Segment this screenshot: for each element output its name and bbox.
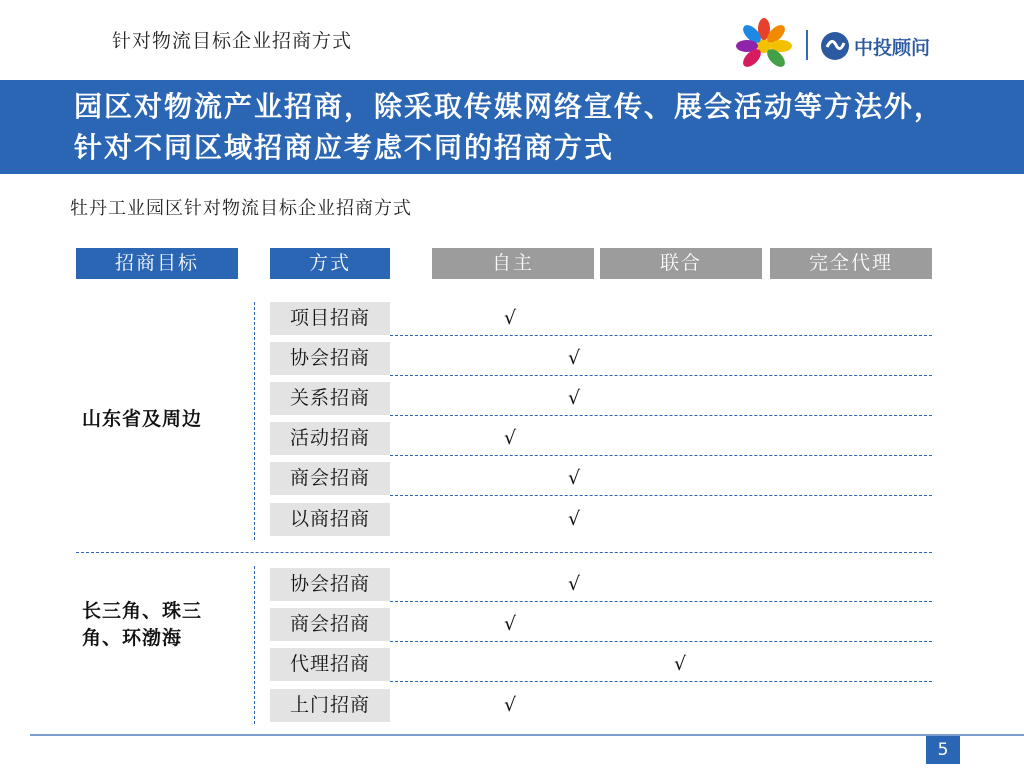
header-joint: 联合 [600, 248, 762, 279]
check-mark: √ [568, 387, 581, 409]
header-self: 自主 [432, 248, 594, 279]
method-cell: 商会招商 [270, 608, 390, 641]
check-mark: √ [504, 694, 517, 716]
flower-logo-icon [734, 16, 794, 76]
group-separator [76, 552, 932, 553]
table-subtitle: 牡丹工业园区针对物流目标企业招商方式 [70, 198, 412, 219]
check-mark: √ [504, 307, 517, 329]
method-cell: 项目招商 [270, 302, 390, 335]
group-divider-vertical [254, 566, 255, 724]
check-mark: √ [504, 427, 517, 449]
header-method: 方式 [270, 248, 390, 279]
footer-line [30, 734, 1024, 736]
method-cell: 以商招商 [270, 503, 390, 536]
region-label: 长三角、珠三角、环渤海 [82, 600, 203, 649]
row-line [390, 495, 932, 496]
check-mark: √ [568, 347, 581, 369]
region-label: 山东省及周边 [82, 408, 203, 430]
group-divider-vertical [254, 302, 255, 540]
brand-logo [820, 30, 930, 62]
row-line [390, 601, 932, 602]
header-target: 招商目标 [76, 248, 238, 279]
logo-divider [806, 30, 808, 60]
row-line [390, 335, 932, 336]
method-cell: 商会招商 [270, 462, 390, 495]
top-title: 针对物流目标企业招商方式 [112, 30, 353, 52]
method-cell: 关系招商 [270, 382, 390, 415]
row-line [390, 455, 932, 456]
check-mark: √ [568, 573, 581, 595]
method-cell: 上门招商 [270, 689, 390, 722]
brand-name: 中投顾问 [854, 36, 931, 59]
method-cell: 协会招商 [270, 568, 390, 601]
check-mark: √ [568, 467, 581, 489]
page-number: 5 [926, 736, 960, 764]
header-agency: 完全代理 [770, 248, 932, 279]
row-line [390, 681, 932, 682]
brand-badge-icon [820, 31, 850, 61]
method-cell: 代理招商 [270, 648, 390, 681]
row-line [390, 641, 932, 642]
row-line [390, 375, 932, 376]
row-line [390, 415, 932, 416]
check-mark: √ [674, 653, 687, 675]
check-mark: √ [568, 508, 581, 530]
banner-text: 园区对物流产业招商，除采取传媒网络宣传、展会活动等方法外，针对不同区域招商应考虑不同的招商方式 [74, 90, 945, 164]
check-mark: √ [504, 613, 517, 635]
method-cell: 协会招商 [270, 342, 390, 375]
method-cell: 活动招商 [270, 422, 390, 455]
